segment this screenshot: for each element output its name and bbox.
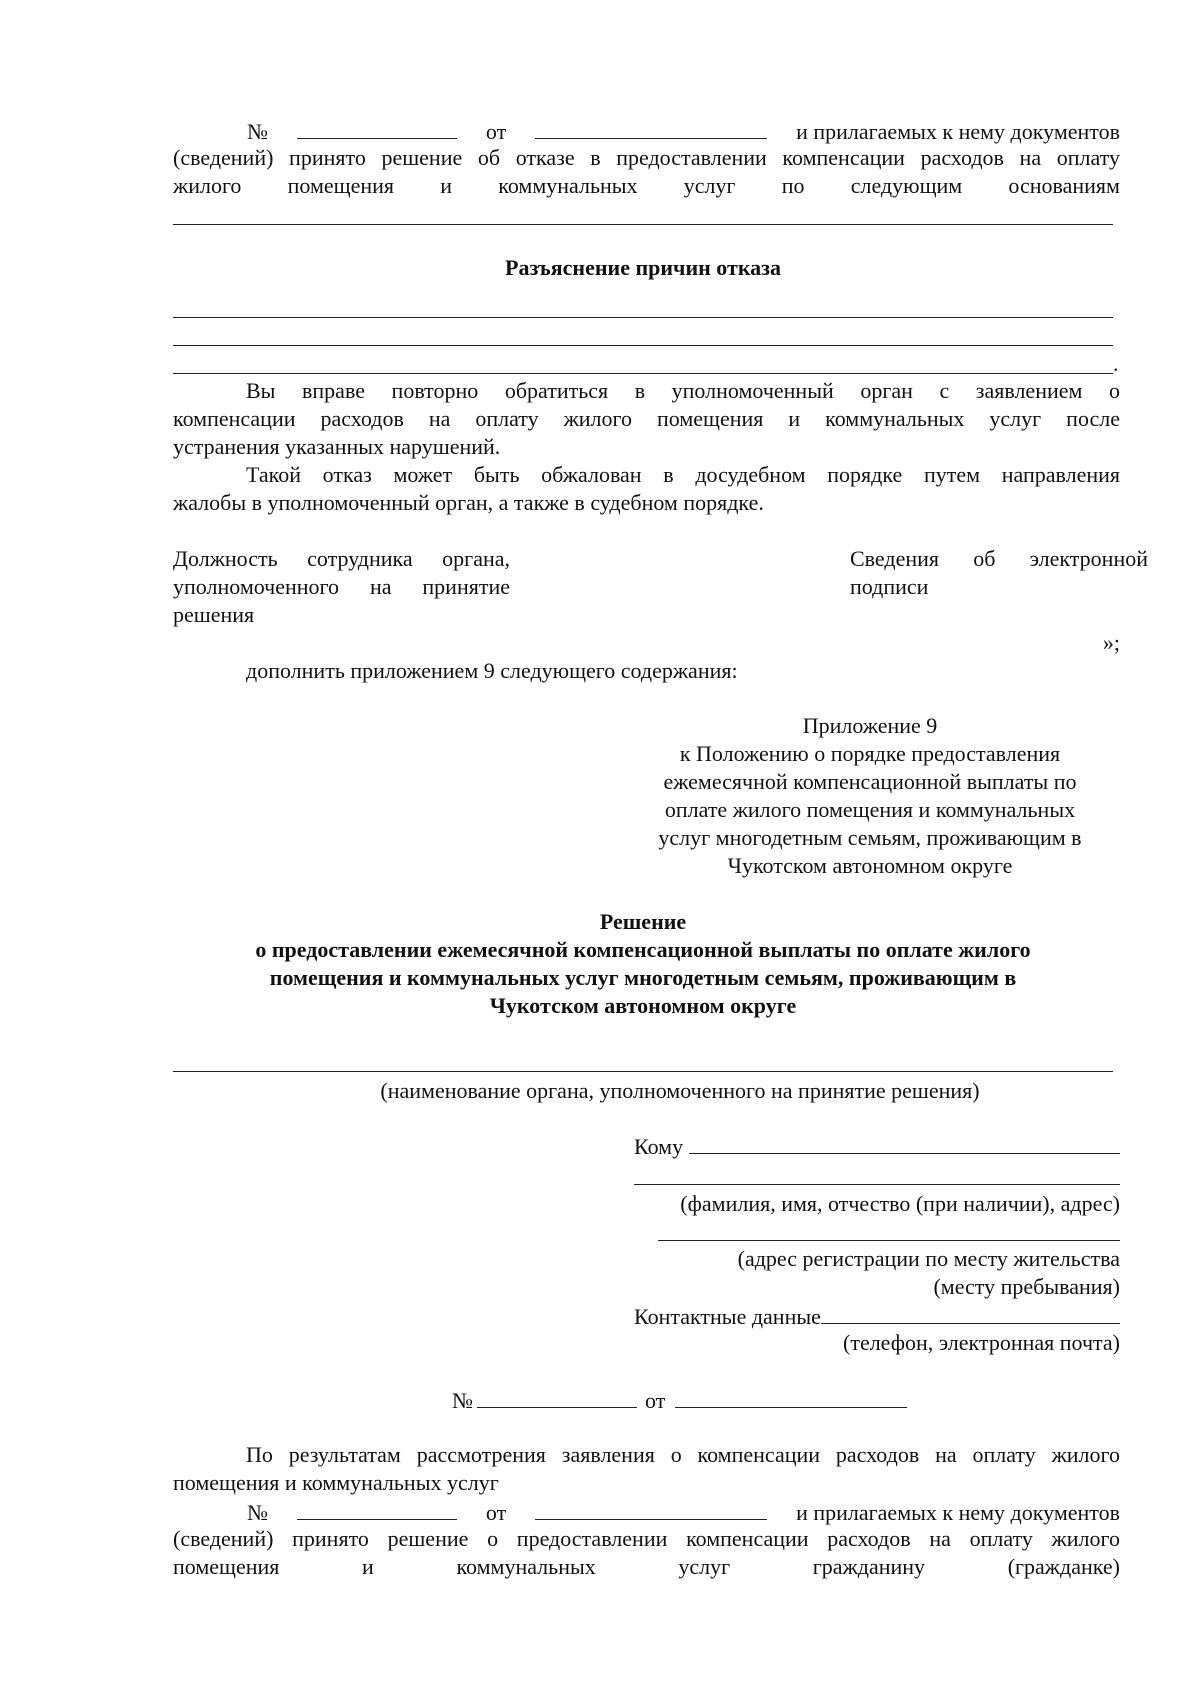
closing-quote: »; [1102,630,1120,655]
bottom-line2: (сведений) принято решение о предоставлении компенсации расходов на оплату жилого [173,1526,1120,1551]
contacts-label: Контактные данные [634,1304,821,1329]
number-sign: № [247,119,268,144]
decision-subtitle-line2: помещения и коммунальных услуг многодетным семьям, проживающим в [269,965,1017,990]
number-blank [477,1385,637,1408]
top-number-line [173,116,1120,146]
recipient-name-caption: (фамилия, имя, отчество (при наличии), адрес) [680,1191,1120,1216]
date-blank [675,1385,907,1408]
number-sign: № [247,1500,268,1525]
bottom-number-line [173,1497,1120,1527]
para1-line2: компенсации расходов на оплату жилого помещения и коммунальных услуг после [173,406,1120,431]
bottom-para-line1: По результатам рассмотрения заявления о компенсации расходов на оплату жилого [246,1442,1120,1467]
bottom-line3 [173,1553,1120,1581]
para1-line3: устранения указанных нарушений. [173,434,501,459]
bottom-para-line2: помещения и коммунальных услуг [173,1470,499,1495]
decision-subtitle-line3: Чукотском автономном округе [489,993,797,1018]
refusal-heading: Разъяснение причин отказа [505,255,781,280]
org-caption: (наименование органа, уполномоченного на принятие решения) [380,1078,980,1103]
word: гражданину [812,1554,926,1579]
para2-line2: жалобы в уполномоченный орган, а также в судебном порядке. [173,490,764,515]
signature-info-line2: подписи [850,574,929,599]
contacts-caption: (телефон, электронная почта) [843,1330,1120,1355]
top-line3 [173,172,1120,200]
word: помещения [173,1554,280,1579]
word: следующим [850,173,963,198]
org-name-rule [173,1071,1113,1072]
word: помещения [287,173,395,198]
to-label: Кому [634,1134,684,1159]
word: услуг [683,173,736,198]
reason-rule-1 [173,317,1113,318]
word: основаниям [1008,173,1120,198]
para2-line1: Такой отказ может быть обжалован в досудебном порядке путем направления [246,462,1120,487]
top-line2: (сведений) принято решение об отказе в предоставлении компенсации расходов на оплату [173,145,1120,170]
top-line1-tail: и прилагаемых к нему документов [796,119,1120,144]
signature-position-line3: решения [173,602,255,627]
word: коммунальных [456,1554,596,1579]
contacts-row [634,1301,1120,1331]
word: жилого [173,173,242,198]
signature-position-line2: уполномоченного на принятие [173,574,510,599]
appendix-line: ежемесячной компенсационной выплаты по [663,769,1077,794]
decision-title: Решение [599,909,687,934]
number-blank [297,116,457,139]
decision-number-row [452,1385,907,1415]
word: (гражданке) [1007,1554,1120,1579]
reason-period: . [1113,351,1119,376]
supplement-text: дополнить приложением 9 следующего содержания: [246,658,738,683]
recipient-address-rule [658,1240,1120,1241]
appendix-title: Приложение 9 [802,713,938,738]
to-blank [689,1131,1120,1154]
number-sign: № [452,1388,473,1413]
appendix-line: Чукотском автономном округе [727,853,1013,878]
appendix-line: к Положению о порядке предоставления [679,741,1061,766]
from-label: от [645,1388,666,1413]
number-blank [297,1497,457,1520]
signature-position-line1: Должность сотрудника органа, [173,546,510,571]
word: и [440,173,453,198]
recipient-name-rule [634,1184,1120,1185]
date-blank [535,1497,767,1520]
reason-rule-2 [173,345,1113,346]
recipient-to-row [634,1131,1120,1161]
address-caption-line1: (адрес регистрации по месту жительства [737,1246,1120,1271]
word: услуг [678,1554,731,1579]
contacts-blank [821,1301,1120,1324]
word: и [362,1554,374,1579]
from-label: от [485,1500,507,1525]
word: по [781,173,805,198]
appendix-line: услуг многодетным семьям, проживающим в [658,825,1082,850]
date-blank [535,116,767,139]
bottom-line1-tail: и прилагаемых к нему документов [796,1500,1120,1525]
address-caption-line2: (месту пребывания) [933,1274,1120,1299]
reason-rule-3 [173,373,1113,374]
word: коммунальных [498,173,638,198]
appendix-line: оплате жилого помещения и коммунальных [664,797,1076,822]
para1-line1: Вы вправе повторно обратиться в уполномоченный орган с заявлением о [246,378,1120,403]
grounds-rule [173,224,1113,225]
signature-info-line1: Сведения об электронной [850,546,1148,571]
from-label: от [485,119,507,144]
decision-subtitle-line1: о предоставлении ежемесячной компенсационной выплаты по оплате жилого [255,937,1031,962]
